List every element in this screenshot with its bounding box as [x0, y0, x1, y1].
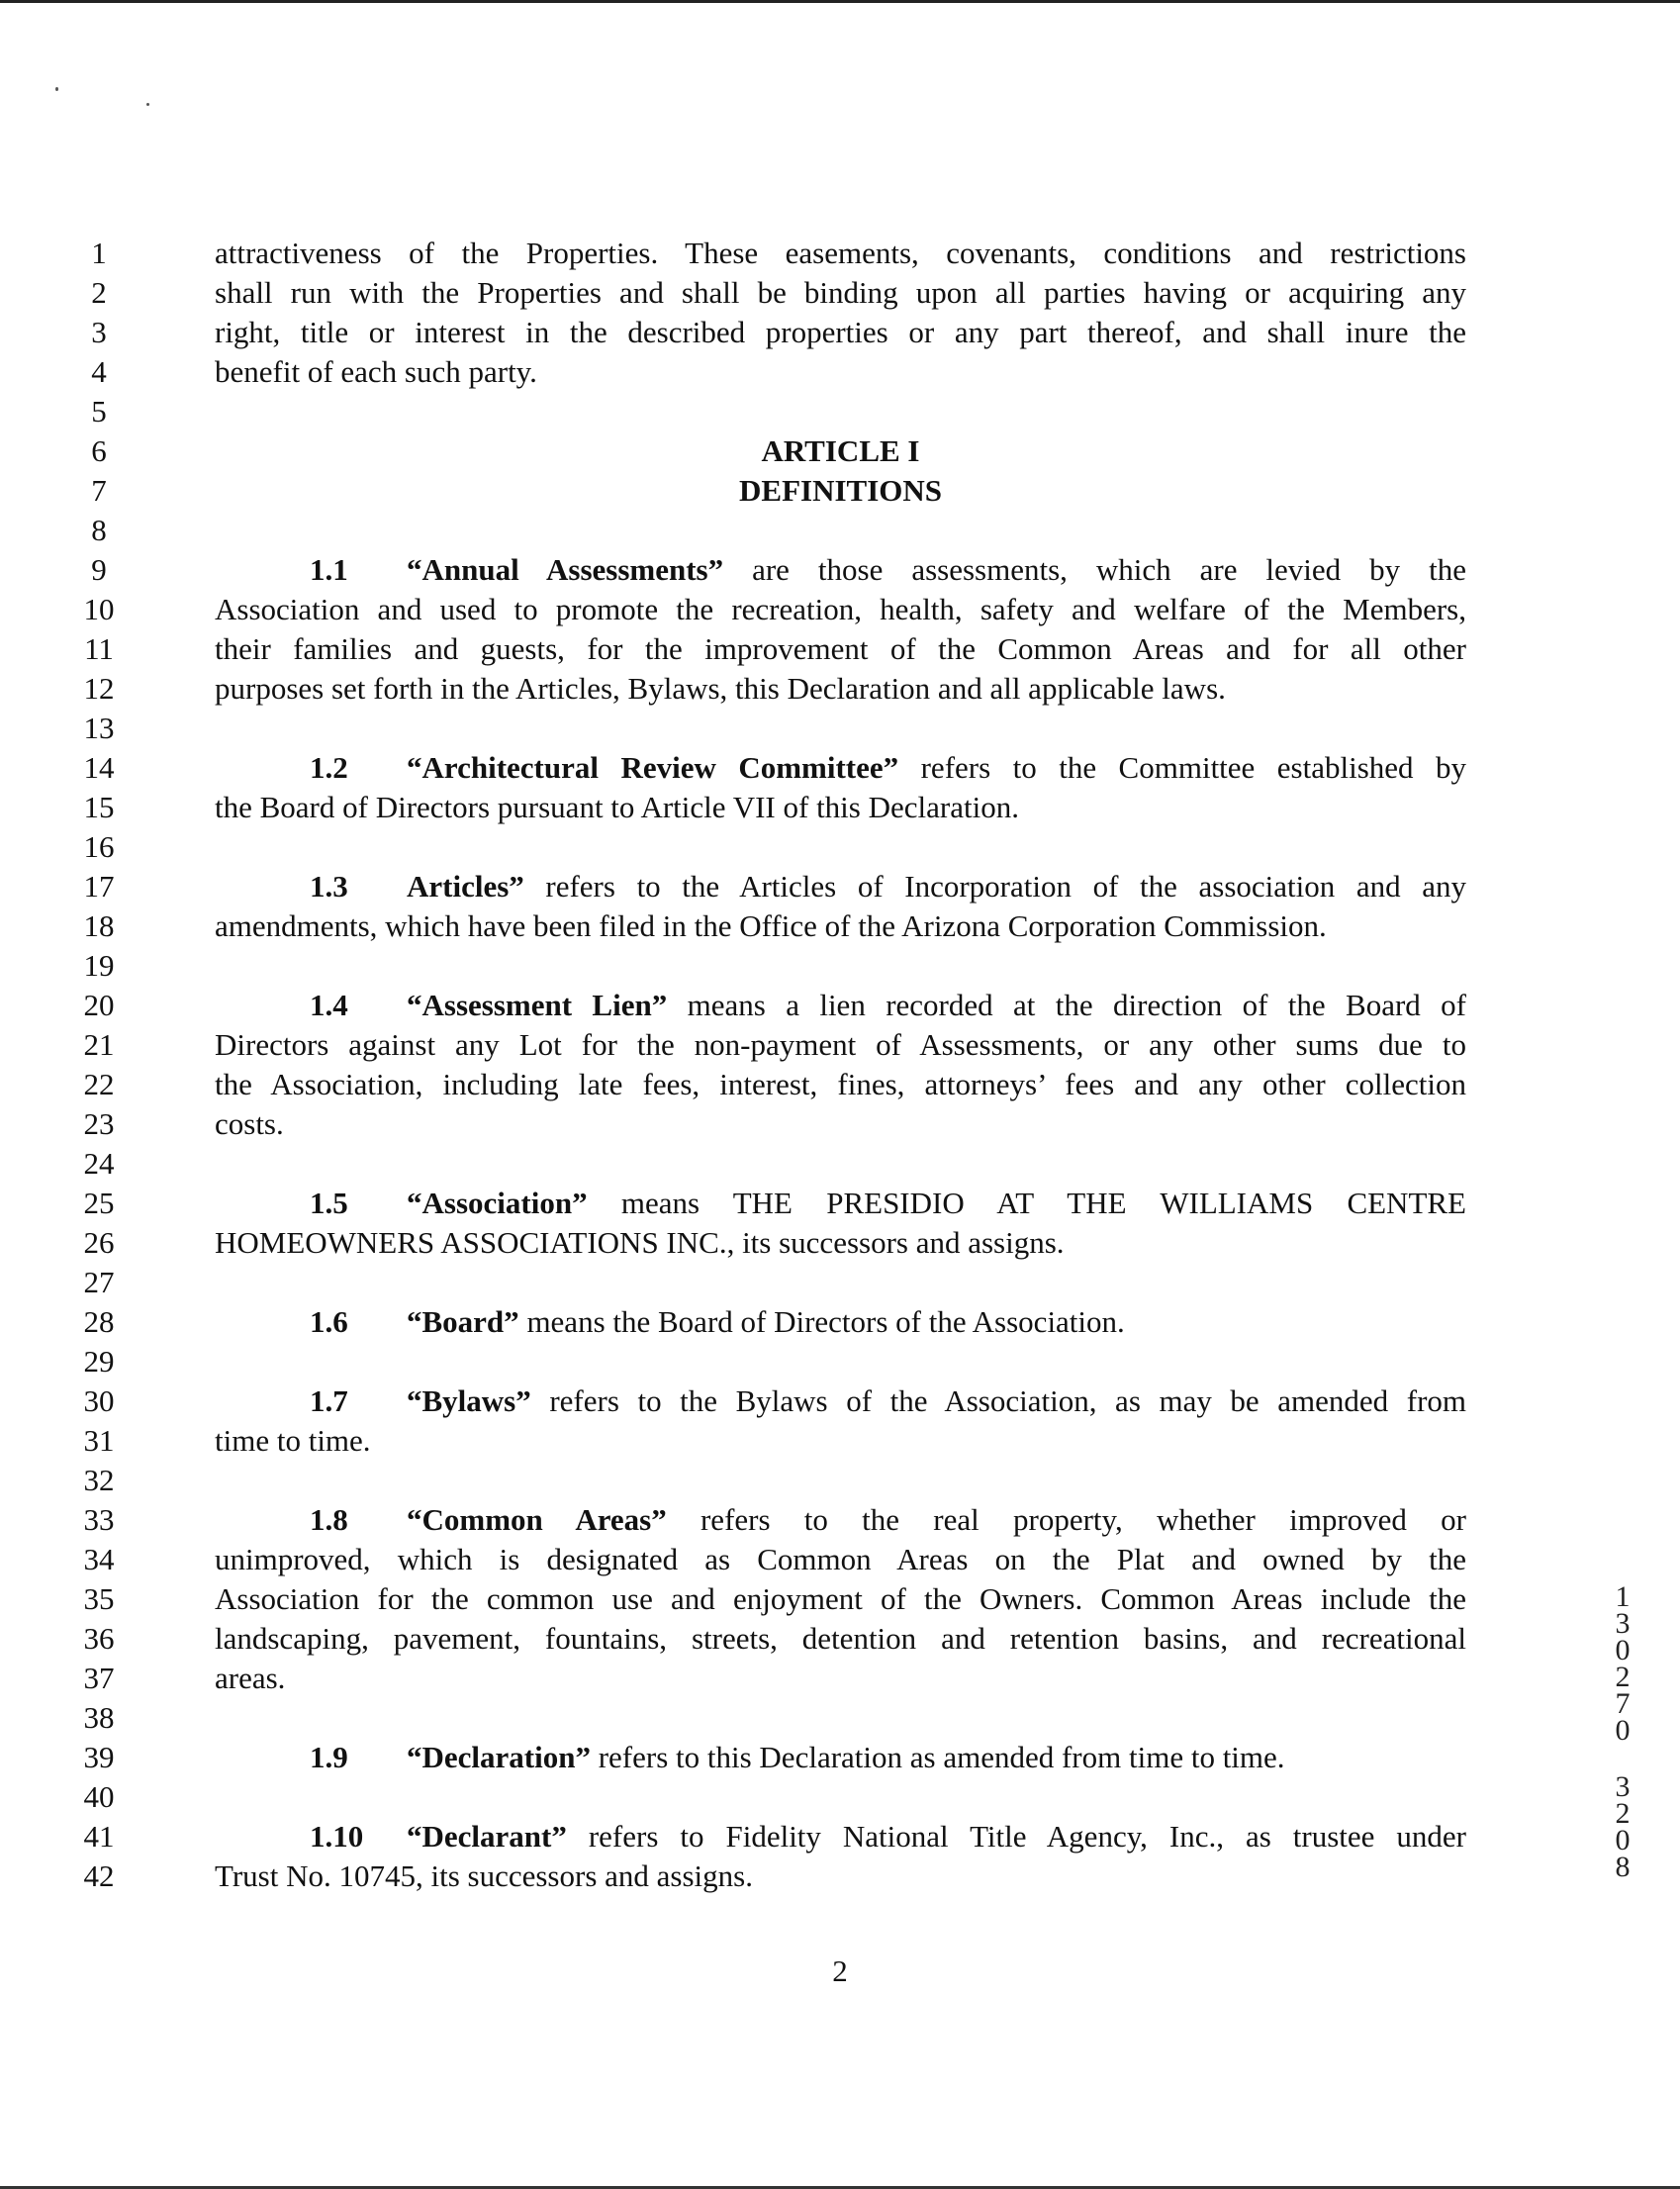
line-number: 36	[83, 1621, 115, 1656]
defined-term: “Declaration”	[407, 1740, 591, 1774]
scan-speck	[55, 87, 58, 91]
definition-line	[215, 1738, 1466, 1777]
document-line	[0, 1777, 1680, 1817]
document-line	[0, 1144, 1680, 1184]
article-heading: DEFINITIONS	[739, 473, 942, 508]
document-line	[0, 1421, 1680, 1461]
line-number: 4	[91, 354, 107, 389]
definition-line	[215, 1381, 1466, 1421]
line-number: 33	[83, 1502, 115, 1537]
body-text-line: areas.	[215, 1661, 286, 1695]
stamp-digit: 3	[1615, 1770, 1631, 1803]
stamp-digit: 8	[1615, 1851, 1631, 1883]
definition-text: are those assessments, which are levied by the	[723, 552, 1466, 587]
body-text-line: Association and used to promote the recreation, health, safety and welfare of the Members,	[215, 592, 1466, 626]
line-number: 38	[83, 1700, 115, 1735]
document-line	[0, 1184, 1680, 1223]
definition-text: refers to the Articles of Incorporation of the association and any	[523, 869, 1466, 904]
document-line	[0, 1342, 1680, 1381]
line-number: 41	[83, 1819, 115, 1854]
document-line	[0, 1500, 1680, 1540]
line-number: 24	[83, 1146, 115, 1181]
line-number: 5	[91, 394, 107, 428]
scan-speck	[146, 103, 149, 106]
line-number: 16	[83, 829, 115, 864]
document-line	[0, 550, 1680, 590]
line-number: 34	[83, 1542, 115, 1576]
definition-text: refers to Fidelity National Title Agency, Inc., as trustee under	[566, 1819, 1466, 1854]
document-line	[0, 1738, 1680, 1777]
line-number: 18	[83, 908, 115, 943]
document-line	[0, 1540, 1680, 1579]
document-line	[0, 1619, 1680, 1659]
document-line	[0, 1461, 1680, 1500]
document-line	[0, 1817, 1680, 1856]
line-number: 23	[83, 1106, 115, 1141]
document-line	[0, 471, 1680, 511]
stamp-digit: 0	[1615, 1824, 1631, 1856]
section-number: 1.8	[310, 1502, 348, 1537]
line-number: 39	[83, 1740, 115, 1774]
stamp-digit: 0	[1615, 1634, 1631, 1666]
body-text-line: amendments, which have been filed in the Office of the Arizona Corporation Commission.	[215, 908, 1327, 943]
line-number: 15	[83, 790, 115, 824]
article-heading: ARTICLE I	[761, 433, 920, 468]
document-line	[0, 1579, 1680, 1619]
body-text-line: time to time.	[215, 1423, 371, 1458]
document-line	[0, 788, 1680, 827]
defined-term: “Declarant”	[407, 1819, 567, 1854]
definition-text: refers to the Bylaws of the Association, as may be amended from	[530, 1383, 1466, 1418]
definition-line	[215, 867, 1466, 906]
document-line	[0, 273, 1680, 313]
section-number: 1.3	[310, 869, 348, 904]
document-line	[0, 1302, 1680, 1342]
stamp-digit: 3	[1615, 1607, 1631, 1640]
line-number: 26	[83, 1225, 115, 1260]
body-text-line: attractiveness of the Properties. These easements, covenants, conditions and restrictions	[215, 236, 1466, 270]
document-line	[0, 1698, 1680, 1738]
line-number: 32	[83, 1463, 115, 1497]
line-number: 11	[84, 631, 114, 666]
document-line	[0, 590, 1680, 629]
definition-line	[215, 1302, 1466, 1342]
defined-term: “Assessment Lien”	[407, 988, 668, 1022]
line-number: 21	[83, 1027, 115, 1062]
defined-term: “Annual Assessments”	[407, 552, 724, 587]
definition-line	[215, 550, 1466, 590]
document-line	[0, 1263, 1680, 1302]
document-line	[0, 1381, 1680, 1421]
line-number: 20	[83, 988, 115, 1022]
document-line	[0, 986, 1680, 1025]
document-line	[0, 1104, 1680, 1144]
page-number: 2	[832, 1953, 848, 1988]
body-text-line: costs.	[215, 1106, 284, 1141]
line-number: 40	[83, 1779, 115, 1814]
document-line	[0, 1025, 1680, 1065]
line-number: 12	[83, 671, 115, 706]
body-text-line: right, title or interest in the described properties or any part thereof, and shall inure the	[215, 315, 1466, 349]
line-number: 35	[83, 1581, 115, 1616]
definition-text: refers to this Declaration as amended from time to time.	[590, 1740, 1285, 1774]
definition-line	[215, 748, 1466, 788]
section-number: 1.2	[310, 750, 348, 785]
line-number: 31	[83, 1423, 115, 1458]
line-number: 19	[83, 948, 115, 983]
document-line	[0, 1223, 1680, 1263]
defined-term: “Association”	[407, 1186, 588, 1220]
body-text-line: landscaping, pavement, fountains, streets, detention and retention basins, and recreational	[215, 1621, 1466, 1656]
line-number: 10	[83, 592, 115, 626]
line-number: 8	[91, 513, 107, 547]
line-number: 14	[83, 750, 115, 785]
document-line	[0, 511, 1680, 550]
body-text-line: their families and guests, for the improvement of the Common Areas and for all other	[215, 631, 1466, 666]
document-line	[0, 431, 1680, 471]
defined-term: “Board”	[407, 1304, 519, 1339]
body-text-line: shall run with the Properties and shall be binding upon all parties having or acquiring any	[215, 275, 1466, 310]
body-text-line: the Board of Directors pursuant to Article VII of this Declaration.	[215, 790, 1019, 824]
line-number: 1	[91, 236, 107, 270]
defined-term: “Architectural Review Committee”	[407, 750, 899, 785]
line-number: 22	[83, 1067, 115, 1101]
body-text-line: Association for the common use and enjoyment of the Owners. Common Areas include the	[215, 1581, 1466, 1616]
document-line	[0, 1851, 1680, 1896]
section-number: 1.1	[310, 552, 348, 587]
definition-line	[215, 986, 1466, 1025]
document-line	[0, 392, 1680, 431]
section-number: 1.10	[310, 1819, 364, 1854]
line-number: 2	[91, 275, 107, 310]
page-top-edge	[0, 0, 1680, 3]
line-number: 30	[83, 1383, 115, 1418]
body-text-line: HOMEOWNERS ASSOCIATIONS INC., its successors and assigns.	[215, 1225, 1065, 1260]
line-number: 9	[91, 552, 107, 587]
document-line	[0, 669, 1680, 709]
body-text-line: Trust No. 10745, its successors and assigns.	[215, 1858, 753, 1893]
document-line	[0, 234, 1680, 273]
line-number: 7	[91, 473, 107, 508]
line-number: 17	[83, 869, 115, 904]
section-number: 1.5	[310, 1186, 348, 1220]
document-line	[0, 827, 1680, 867]
stamp-digit: 1	[1615, 1580, 1631, 1613]
body-text-line: Directors against any Lot for the non-payment of Assessments, or any other sums due to	[215, 1027, 1466, 1062]
document-line	[0, 906, 1680, 946]
defined-term: “Bylaws”	[407, 1383, 531, 1418]
defined-term: “Common Areas”	[407, 1502, 667, 1537]
body-text-line: purposes set forth in the Articles, Bylaws, this Declaration and all applicable laws.	[215, 671, 1226, 706]
document-line	[0, 709, 1680, 748]
document-line	[0, 946, 1680, 986]
body-text-line: the Association, including late fees, interest, fines, attorneys’ fees and any other collection	[215, 1067, 1466, 1101]
section-number: 1.7	[310, 1383, 348, 1418]
stamp-digit: 2	[1615, 1797, 1631, 1830]
definition-line	[215, 1500, 1466, 1540]
line-number: 13	[83, 711, 115, 745]
definition-text: means a lien recorded at the direction of the Board of	[667, 988, 1466, 1022]
stamp-digit: 2	[1615, 1661, 1631, 1693]
document-line	[0, 629, 1680, 669]
document-line	[0, 867, 1680, 906]
definition-text: means the Board of Directors of the Association.	[518, 1304, 1125, 1339]
line-number: 25	[83, 1186, 115, 1220]
line-number: 37	[83, 1661, 115, 1695]
line-number: 6	[91, 433, 107, 468]
definition-text: refers to the real property, whether improved or	[666, 1502, 1466, 1537]
body-text-line: unimproved, which is designated as Common Areas on the Plat and owned by the	[215, 1542, 1466, 1576]
definition-text: refers to the Committee established by	[898, 750, 1466, 785]
document-line	[0, 748, 1680, 788]
line-number: 42	[83, 1858, 115, 1893]
section-number: 1.9	[310, 1740, 348, 1774]
line-number: 29	[83, 1344, 115, 1379]
document-line	[0, 1659, 1680, 1698]
line-number: 27	[83, 1265, 115, 1299]
section-number: 1.6	[310, 1304, 348, 1339]
document-line	[0, 313, 1680, 352]
line-number: 3	[91, 315, 107, 349]
stamp-digit: 0	[1615, 1714, 1631, 1747]
document-line	[0, 1065, 1680, 1104]
recording-number-stamp	[1605, 1580, 1640, 1883]
document-line	[0, 352, 1680, 392]
line-number: 28	[83, 1304, 115, 1339]
defined-term: Articles”	[407, 869, 524, 904]
stamp-digit: 7	[1615, 1687, 1631, 1720]
definition-line	[215, 1817, 1466, 1856]
definition-line	[215, 1184, 1466, 1223]
body-text-line: benefit of each such party.	[215, 354, 537, 389]
section-number: 1.4	[310, 988, 348, 1022]
definition-text: means THE PRESIDIO AT THE WILLIAMS CENTRE	[587, 1186, 1466, 1220]
